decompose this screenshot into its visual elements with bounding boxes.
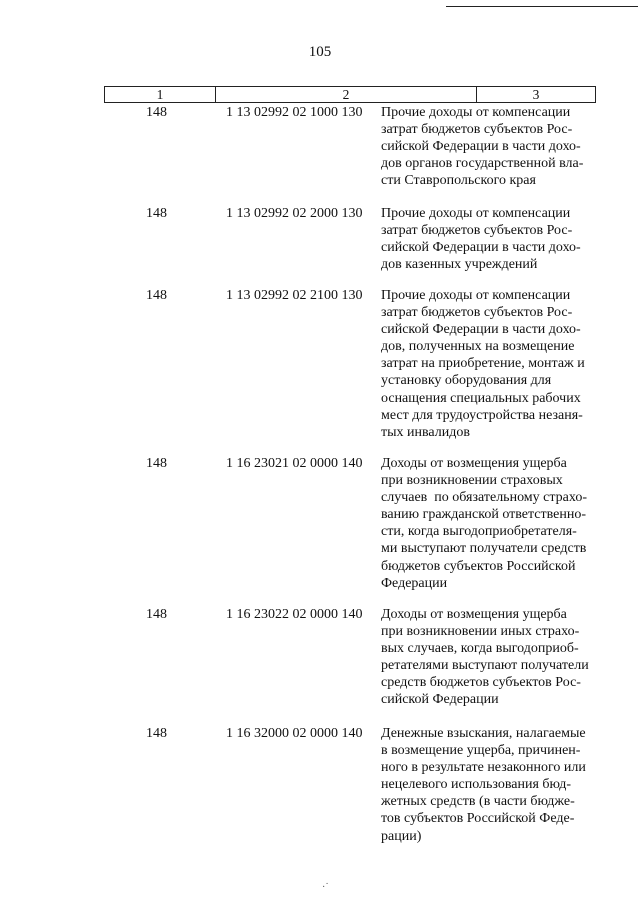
budget-classification-code: 1 16 23021 02 0000 140 — [226, 456, 363, 471]
income-description: Доходы от возмещения ущерба при возникновении иных страхо- вых случаев, когда выгодоприоб- ретателями выступают получатели средств бюджетов субъектов Рос- сийской Федерации — [381, 607, 589, 708]
budget-classification-code: 1 16 23022 02 0000 140 — [226, 607, 363, 622]
scan-speck-mark: ·˙ — [322, 882, 329, 893]
admin-code: 148 — [146, 456, 167, 471]
income-description: Прочие доходы от компенсации затрат бюджетов субъектов Рос- сийской Федерации в части дохо- дов, полученных на возмещение затрат на приобретение, монтаж и установку оборудования для оснащения специальных рабочих мест для трудоустройства незаня- тых инвалидов — [381, 288, 585, 440]
income-description: Денежные взыскания, налагаемые в возмещение ущерба, причинен- ного в результате незаконного или нецелевого использования бюд- жетных средств (в части бюдже- тов субъектов Российской Феде- рации) — [381, 726, 586, 844]
column-header-2: 2 — [216, 87, 477, 102]
column-header-1: 1 — [105, 87, 216, 102]
budget-classification-code: 1 13 02992 02 2100 130 — [226, 288, 363, 303]
budget-classification-code: 1 16 32000 02 0000 140 — [226, 726, 363, 741]
income-description: Доходы от возмещения ущерба при возникновении страховых случаев по обязательному страхо- ванию гражданской ответственно- сти, когда выгодоприобретателя- ми выступают получатели средств бюджетов субъектов Российской Федерации — [381, 456, 588, 591]
budget-classification-code: 1 13 02992 02 1000 130 — [226, 105, 363, 120]
admin-code: 148 — [146, 607, 167, 622]
admin-code: 148 — [146, 726, 167, 741]
page-number: 105 — [308, 44, 332, 60]
budget-classification-code: 1 13 02992 02 2000 130 — [226, 206, 363, 221]
admin-code: 148 — [146, 288, 167, 303]
admin-code: 148 — [146, 105, 167, 120]
income-description: Прочие доходы от компенсации затрат бюджетов субъектов Рос- сийской Федерации в части дохо- дов казенных учреждений — [381, 206, 581, 273]
column-header-3: 3 — [532, 87, 540, 102]
table-column-header — [104, 86, 596, 103]
admin-code: 148 — [146, 206, 167, 221]
top-rule — [446, 6, 638, 7]
income-description: Прочие доходы от компенсации затрат бюджетов субъектов Рос- сийской Федерации в части дохо- дов органов государственной вла- сти Ставропольского края — [381, 105, 584, 189]
